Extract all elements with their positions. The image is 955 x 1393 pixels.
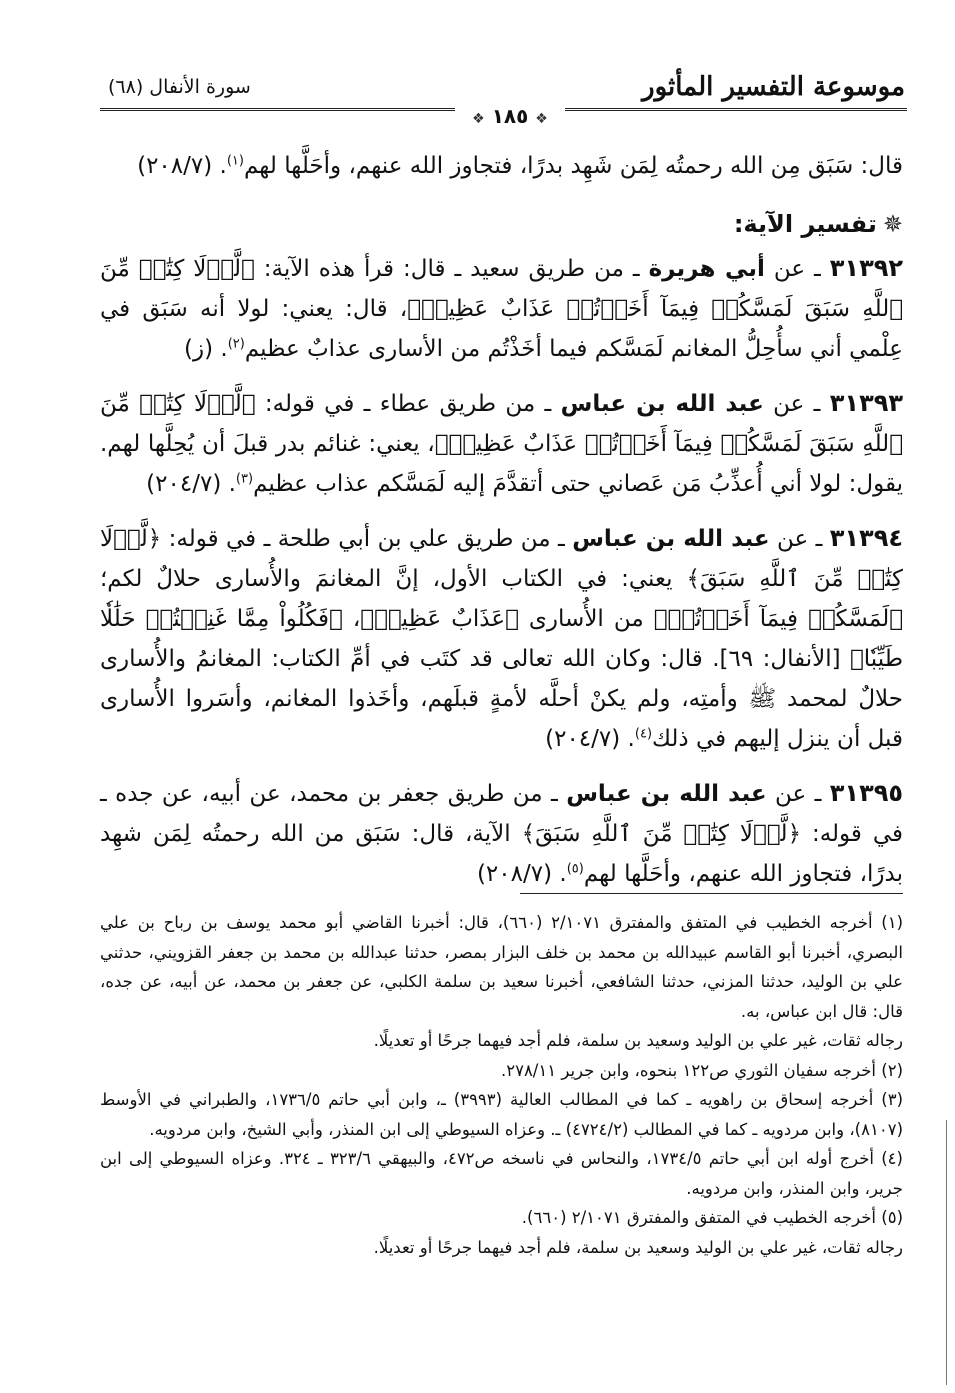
quran-quote: ﴿عَذَابٌ عَظِيمٞ﴾ [360,606,519,632]
source-ref: . (٢٠٨/٧) [137,153,227,179]
narration-number: ٣١٣٩٥ [829,779,904,807]
running-header-surah: سورة الأنفال (٦٨) [108,76,251,98]
footnote: (١) أخرجه الخطيب في المتفق والمفترق ٢/١٠٧١ (٦٦٠)، قال: أخبرنا القاضي أبو محمد يوسف بن رباح بن علي البصري، أخبرنا أبو القاسم عبيدالله بن محمد بن خلف البزار بمصر، حدثنا عبدالله بن محمد بن جعفر القزويني، حدثني علي بن الوليد، حدثنا المزني، حدثنا الشافعي، أخبرنا سعيد بن سلمة الكلبي، عن جعفر بن محمد، عن أبيه، عن جده، قال: قال ابن عباس، به. [100,913,904,1021]
ornament-icon: ❖ [472,111,485,127]
narration-number: ٣١٣٩٢ [829,254,904,282]
narration-31394: ٣١٣٩٤ ـ عن عبد الله بن عباس ـ من طريق علي بن أبي طلحة ـ في قوله: ﴿لَّوۡلَا كِتَٰبٞ مِّنَ ٱللَّهِ سَبَقَ﴾ يعني: في الكتاب الأول، إنَّ المغانمَ والأُسارى حلالٌ لكم؛ ﴿لَمَسَّكُمۡ فِيمَآ أَخَذۡتُمۡ﴾ من الأُسارى ﴿عَذَابٌ عَظِيمٞ﴾، ﴿فَكُلُواْ مِمَّا غَنِمۡتُمۡ حَلَٰلٗا طَيِّبٗا﴾ [الأنفال: ٦٩]. قال: وكان الله تعالى قد كتَب في أمِّ الكتاب: المغانمُ والأُسارى حلالٌ لمحمد ﷺ وأمتِه، ولم يكنْ أحلَّه لأمةٍ قبلَهم، وأخَذوا المغانم، وأسَروا الأُسارى قبل أن ينزل إليهم في ذلك$^{(٤)}$. (٢٠٤/٧) [100,524,903,752]
quran-quote: ﴿لَّوۡلَا كِتَٰبٞ مِّنَ ٱللَّهِ سَبَقَ﴾ [521,821,802,847]
narration-number: ٣١٣٩٣ [829,389,904,417]
margin-line [946,1120,947,1385]
footnote-marker: (١) [226,153,244,169]
quran-quote: ﴿لَّوۡلَا كِتَٰبٞ مِّنَ ٱللَّهِ سَبَقَ لَمَسَّكُمۡ فِيمَآ أَخَذۡتُمۡ عَذَابٌ عَظِيمٞ﴾ [100,391,903,457]
quran-quote: ﴿لَمَسَّكُمۡ فِيمَآ أَخَذۡتُمۡ﴾ [653,606,903,632]
footnote-note: رجاله ثقات، غير علي بن الوليد وسعيد بن سلمة، فلم أجد فيهما جرحًا أو تعديلًا. [373,1031,903,1050]
narrator-name: عبد الله بن عباس [560,391,764,417]
star-ornament-icon: ✵ [882,210,903,238]
running-header-book-title: موسوعة التفسير المأثور [642,72,905,102]
quran-quote: ﴿لَّوۡلَا كِتَٰبٞ مِّنَ ٱللَّهِ سَبَقَ﴾ [100,526,903,592]
footnotes [100,908,903,1262]
narration-31395: ٣١٣٩٥ ـ عن عبد الله بن عباس ـ من طريق جعفر بن محمد، عن أبيه، عن جده ـ في قوله: ﴿لَّوۡلَا كِتَٰبٞ مِّنَ ٱللَّهِ سَبَقَ﴾ الآية، قال: سَبَق من الله رحمتُه لِمَن شهِد بدرًا، فتجاوز الله عنهم، وأحَلَّها لهم$^{(٥)}$. (٢٠٨/٧) [100,779,904,887]
footnote: (٥) أخرجه الخطيب في المتفق والمفترق ٢/١٠٧١ (٦٦٠). [521,1208,903,1227]
footnote-marker: (٥) [566,861,584,877]
source-ref: . (ز) [184,336,228,362]
ornament-icon: ❖ [535,111,548,127]
footnote-note: رجاله ثقات، غير علي بن الوليد وسعيد بن سلمة، فلم أجد فيهما جرحًا أو تعديلًا. [373,1237,903,1257]
footnote-marker: (٢) [227,336,245,352]
continuation-paragraph: قال: سَبَق مِن الله رحمتُه لِمَن شَهِد بدرًا، فتجاوز الله عنهم، وأحَلَّها لهم$^{(١)}$. (٢٠٨/٧) [137,153,903,179]
main-text [100,146,903,908]
quran-quote: ﴿فَكُلُواْ مِمَّا غَنِمۡتُمۡ حَلَٰلٗا طَيِّبٗا﴾ [100,606,903,672]
footnote: (٤) أخرج أوله ابن أبي حاتم ١٧٣٤/٥، والنحاس في ناسخه ص٤٧٢، والبيهقي ٣٢٣/٦ ـ ٣٢٤. وعزاه السيوطي إلى ابن جرير، وابن المنذر، وابن مردويه. [100,1149,903,1198]
section-heading: ✵تفسير الآية: [733,210,903,238]
narration-31393: ٣١٣٩٣ ـ عن عبد الله بن عباس ـ من طريق عطاء ـ في قوله: ﴿لَّوۡلَا كِتَٰبٞ مِّنَ ٱللَّهِ سَبَقَ لَمَسَّكُمۡ فِيمَآ أَخَذۡتُمۡ عَذَابٌ عَظِيمٞ﴾، يعني: غنائم بدر قبلَ أن يُحِلَّها لهم. يقول: لولا أني أُعذِّبُ مَن عَصاني حتى أتقدَّمَ إليه لَمَسَّكم عذاب عظيم$^{(٣)}$. (٢٠٤/٧) [100,389,904,497]
page-number-box [455,104,565,128]
narrator-name: عبد الله بن عباس [566,781,767,807]
footnote: (٣) أخرجه إسحاق بن راهويه ـ كما في المطالب العالية (٣٩٩٣) ـ، وابن أبي حاتم ١٧٣٦/٥، والطبراني في الأوسط (٨١٠٧)، وابن مردويه ـ كما في المطالب (٤٧٢٤/٢) ـ. وعزاه السيوطي إلى ابن المنذر، وأبي الشيخ، وابن مردويه. [100,1090,903,1139]
source-ref: . (٢٠٨/٧) [476,861,567,887]
source-ref: . (٢٠٤/٧) [146,471,236,497]
page-number: ١٨٥ [491,104,529,128]
footnote-marker: (٤) [634,726,653,742]
footnote: (٢) أخرجه سفيان الثوري ص١٢٢ بنحوه، وابن جرير ٢٧٨/١١. [500,1060,903,1080]
footnote-separator [520,893,903,894]
footnote-marker: (٣) [235,471,254,487]
narration-31392: ٣١٣٩٢ ـ عن أبي هريرة ـ من طريق سعيد ـ قال: قرأ هذه الآية: ﴿لَّوۡلَا كِتَٰبٞ مِّنَ ٱللَّهِ سَبَقَ لَمَسَّكُمۡ فِيمَآ أَخَذۡتُمۡ عَذَابٌ عَظِيمٞ﴾، قال: يعني: لولا أنه سَبَق في عِلْمي أني سأُحِلُّ المغانم لَمَسَّكم فيما أخَذْتُم من الأسارى عذابٌ عظيم$^{(٢)}$. (ز) [100,254,904,362]
narration-number: ٣١٣٩٤ [829,524,903,552]
quran-quote: ﴿لَّوۡلَا كِتَٰبٞ مِّنَ ٱللَّهِ سَبَقَ لَمَسَّكُمۡ فِيمَآ أَخَذۡتُمۡ عَذَابٌ عَظِيمٞ﴾ [100,256,904,322]
narrator-name: أبي هريرة [648,256,765,282]
narrator-name: عبد الله بن عباس [572,526,770,552]
source-ref: . (٢٠٤/٧) [545,726,635,752]
